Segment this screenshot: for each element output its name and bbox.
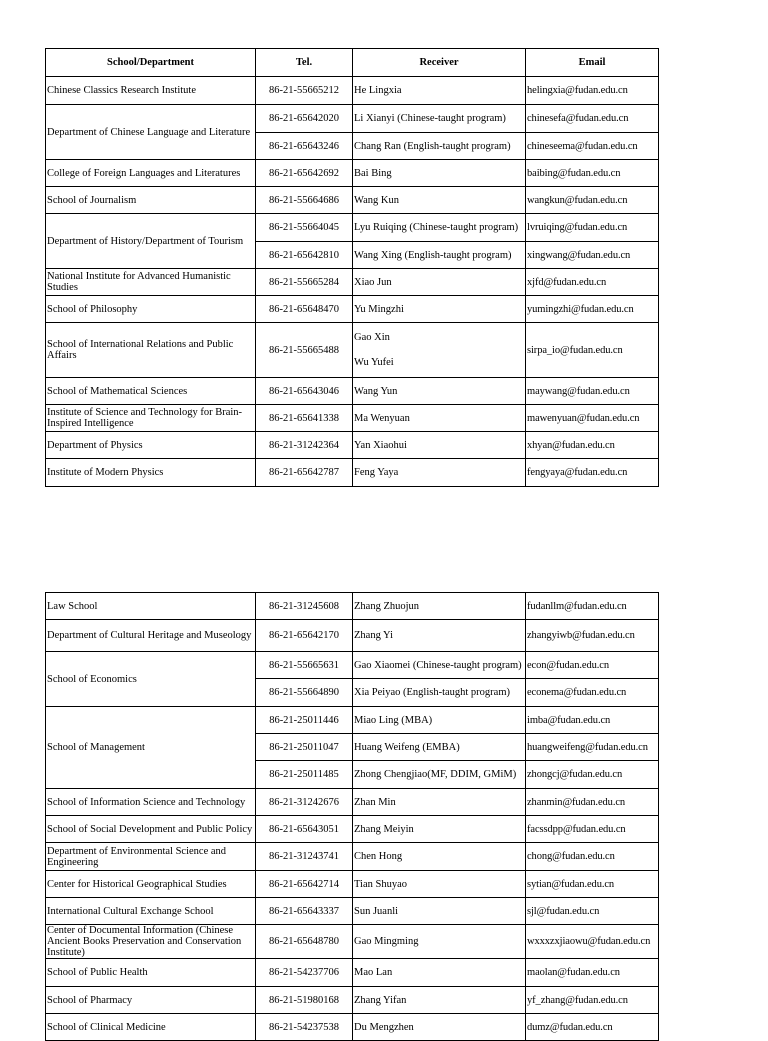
contact-table-1 [45, 48, 659, 487]
department-cell: Center of Documental Information (Chinese Ancient Books Preservation and Conservation Institute) [46, 925, 256, 959]
phone-cell: 86-21-65643246 [256, 133, 353, 160]
department-cell: International Cultural Exchange School [46, 898, 256, 925]
email-cell: econ@fudan.edu.cn [526, 652, 659, 679]
phone-cell: 86-21-65642787 [256, 459, 353, 487]
receiver-cell [353, 323, 526, 378]
phone-cell: 86-21-55665631 [256, 652, 353, 679]
phone-cell: 86-21-31243741 [256, 843, 353, 871]
email-cell: zhangyiwb@fudan.edu.cn [526, 620, 659, 652]
receiver-cell: Zhang Meiyin [353, 816, 526, 843]
email-cell: xjfd@fudan.edu.cn [526, 269, 659, 296]
phone-cell: 86-21-65642692 [256, 160, 353, 187]
email-cell: facssdpp@fudan.edu.cn [526, 816, 659, 843]
department-cell: Department of Chinese Language and Literature [46, 105, 256, 160]
email-cell: helingxia@fudan.edu.cn [526, 77, 659, 105]
phone-cell: 86-21-55665284 [256, 269, 353, 296]
department-cell: School of Public Health [46, 959, 256, 987]
department-cell: School of Social Development and Public Policy [46, 816, 256, 843]
department-cell: Department of Cultural Heritage and Museology [46, 620, 256, 652]
email-cell: baibing@fudan.edu.cn [526, 160, 659, 187]
phone-cell: 86-21-25011047 [256, 734, 353, 761]
header-receiver: Receiver [353, 49, 526, 77]
email-cell: yf_zhang@fudan.edu.cn [526, 987, 659, 1014]
receiver-cell: Lyu Ruiqing (Chinese-taught program) [353, 214, 526, 242]
table-row [46, 620, 659, 652]
department-cell: Law School [46, 593, 256, 620]
email-cell: imba@fudan.edu.cn [526, 707, 659, 734]
table-row [46, 323, 659, 378]
department-cell: School of Mathematical Sciences [46, 378, 256, 405]
email-cell: fengyaya@fudan.edu.cn [526, 459, 659, 487]
phone-cell: 86-21-54237538 [256, 1014, 353, 1041]
phone-cell: 86-21-65648470 [256, 296, 353, 323]
phone-cell: 86-21-55664686 [256, 187, 353, 214]
receiver-cell: Wang Kun [353, 187, 526, 214]
email-cell: wxxxzxjiaowu@fudan.edu.cn [526, 925, 659, 959]
receiver-cell: Zhang Zhuojun [353, 593, 526, 620]
receiver-name: Wu Yufei [354, 357, 394, 368]
email-cell: maywang@fudan.edu.cn [526, 378, 659, 405]
phone-cell: 86-21-65643337 [256, 898, 353, 925]
department-cell: School of Economics [46, 652, 256, 707]
department-cell: School of Philosophy [46, 296, 256, 323]
receiver-cell: Xiao Jun [353, 269, 526, 296]
phone-cell: 86-21-51980168 [256, 987, 353, 1014]
receiver-cell: Wang Yun [353, 378, 526, 405]
table-row [46, 160, 659, 187]
phone-cell: 86-21-55664890 [256, 679, 353, 707]
receiver-cell: Feng Yaya [353, 459, 526, 487]
department-cell: National Institute for Advanced Humanistic Studies [46, 269, 256, 296]
email-cell: zhanmin@fudan.edu.cn [526, 789, 659, 816]
contact-table-2 [45, 592, 659, 1041]
email-cell: sjl@fudan.edu.cn [526, 898, 659, 925]
department-cell: School of Clinical Medicine [46, 1014, 256, 1041]
table-row [46, 432, 659, 459]
department-cell: College of Foreign Languages and Literatures [46, 160, 256, 187]
phone-cell: 86-21-65648780 [256, 925, 353, 959]
header-row [46, 49, 659, 77]
table-row [46, 593, 659, 620]
department-cell: Department of History/Department of Tourism [46, 214, 256, 269]
header-tel: Tel. [256, 49, 353, 77]
receiver-cell: Zhan Min [353, 789, 526, 816]
receiver-cell: Wang Xing (English-taught program) [353, 242, 526, 269]
receiver-cell: Tian Shuyao [353, 871, 526, 898]
phone-cell: 86-21-65642714 [256, 871, 353, 898]
phone-cell: 86-21-31245608 [256, 593, 353, 620]
table-row [46, 77, 659, 105]
table-body [46, 77, 659, 487]
email-cell: wangkun@fudan.edu.cn [526, 187, 659, 214]
email-cell: sirpa_io@fudan.edu.cn [526, 323, 659, 378]
department-cell: School of Information Science and Technology [46, 789, 256, 816]
table-row [46, 652, 659, 679]
department-cell: Center for Historical Geographical Studies [46, 871, 256, 898]
header-school: School/Department [46, 49, 256, 77]
email-cell: mawenyuan@fudan.edu.cn [526, 405, 659, 432]
receiver-cell: Yu Mingzhi [353, 296, 526, 323]
table-row [46, 871, 659, 898]
table-row [46, 296, 659, 323]
phone-cell: 86-21-65642170 [256, 620, 353, 652]
receiver-cell: Sun Juanli [353, 898, 526, 925]
header-email: Email [526, 49, 659, 77]
receiver-cell: Gao Mingming [353, 925, 526, 959]
table-row [46, 816, 659, 843]
phone-cell: 86-21-25011446 [256, 707, 353, 734]
receiver-cell: Mao Lan [353, 959, 526, 987]
table-row [46, 105, 659, 133]
email-cell: lvruiqing@fudan.edu.cn [526, 214, 659, 242]
phone-cell: 86-21-65642810 [256, 242, 353, 269]
receiver-cell: Gao Xiaomei (Chinese-taught program) [353, 652, 526, 679]
email-cell: xhyan@fudan.edu.cn [526, 432, 659, 459]
email-cell: sytian@fudan.edu.cn [526, 871, 659, 898]
phone-cell: 86-21-55664045 [256, 214, 353, 242]
receiver-cell: Li Xianyi (Chinese-taught program) [353, 105, 526, 133]
email-cell: fudanllm@fudan.edu.cn [526, 593, 659, 620]
table-row [46, 405, 659, 432]
receiver-cell: Zhang Yifan [353, 987, 526, 1014]
email-cell: zhongcj@fudan.edu.cn [526, 761, 659, 789]
department-cell: Department of Environmental Science and Engineering [46, 843, 256, 871]
table-row [46, 187, 659, 214]
receiver-cell: Ma Wenyuan [353, 405, 526, 432]
receiver-cell: Huang Weifeng (EMBA) [353, 734, 526, 761]
receiver-cell: Du Mengzhen [353, 1014, 526, 1041]
phone-cell: 86-21-65642020 [256, 105, 353, 133]
email-cell: yumingzhi@fudan.edu.cn [526, 296, 659, 323]
table-body [46, 593, 659, 1041]
table-row [46, 789, 659, 816]
email-cell: dumz@fudan.edu.cn [526, 1014, 659, 1041]
department-cell: School of International Relations and Public Affairs [46, 323, 256, 378]
department-cell: School of Pharmacy [46, 987, 256, 1014]
table-row [46, 378, 659, 405]
department-cell: School of Journalism [46, 187, 256, 214]
department-cell: Chinese Classics Research Institute [46, 77, 256, 105]
email-cell: chinesefa@fudan.edu.cn [526, 105, 659, 133]
table-row [46, 1014, 659, 1041]
table-row [46, 214, 659, 242]
phone-cell: 86-21-65643046 [256, 378, 353, 405]
phone-cell: 86-21-65641338 [256, 405, 353, 432]
receiver-cell: He Lingxia [353, 77, 526, 105]
receiver-cell: Chen Hong [353, 843, 526, 871]
email-cell: chong@fudan.edu.cn [526, 843, 659, 871]
receiver-cell: Zhong Chengjiao(MF, DDIM, GMiM) [353, 761, 526, 789]
table-row [46, 269, 659, 296]
email-cell: maolan@fudan.edu.cn [526, 959, 659, 987]
phone-cell: 86-21-31242364 [256, 432, 353, 459]
email-cell: huangweifeng@fudan.edu.cn [526, 734, 659, 761]
department-cell: Institute of Science and Technology for Brain-Inspired Intelligence [46, 405, 256, 432]
email-cell: xingwang@fudan.edu.cn [526, 242, 659, 269]
phone-cell: 86-21-25011485 [256, 761, 353, 789]
phone-cell: 86-21-55665212 [256, 77, 353, 105]
receiver-cell: Miao Ling (MBA) [353, 707, 526, 734]
receiver-name: Gao Xin [354, 332, 390, 343]
phone-cell: 86-21-31242676 [256, 789, 353, 816]
receiver-cell: Chang Ran (English-taught program) [353, 133, 526, 160]
table-row [46, 987, 659, 1014]
receiver-cell: Yan Xiaohui [353, 432, 526, 459]
receiver-cell: Xia Peiyao (English-taught program) [353, 679, 526, 707]
table-row [46, 707, 659, 734]
phone-cell: 86-21-65643051 [256, 816, 353, 843]
phone-cell: 86-21-54237706 [256, 959, 353, 987]
table-row [46, 959, 659, 987]
table-row [46, 925, 659, 959]
department-cell: Department of Physics [46, 432, 256, 459]
table-row [46, 843, 659, 871]
phone-cell: 86-21-55665488 [256, 323, 353, 378]
email-cell: chineseema@fudan.edu.cn [526, 133, 659, 160]
table-row [46, 459, 659, 487]
department-cell: School of Management [46, 707, 256, 789]
receiver-cell: Bai Bing [353, 160, 526, 187]
email-cell: econema@fudan.edu.cn [526, 679, 659, 707]
receiver-cell: Zhang Yi [353, 620, 526, 652]
department-cell: Institute of Modern Physics [46, 459, 256, 487]
table-row [46, 898, 659, 925]
